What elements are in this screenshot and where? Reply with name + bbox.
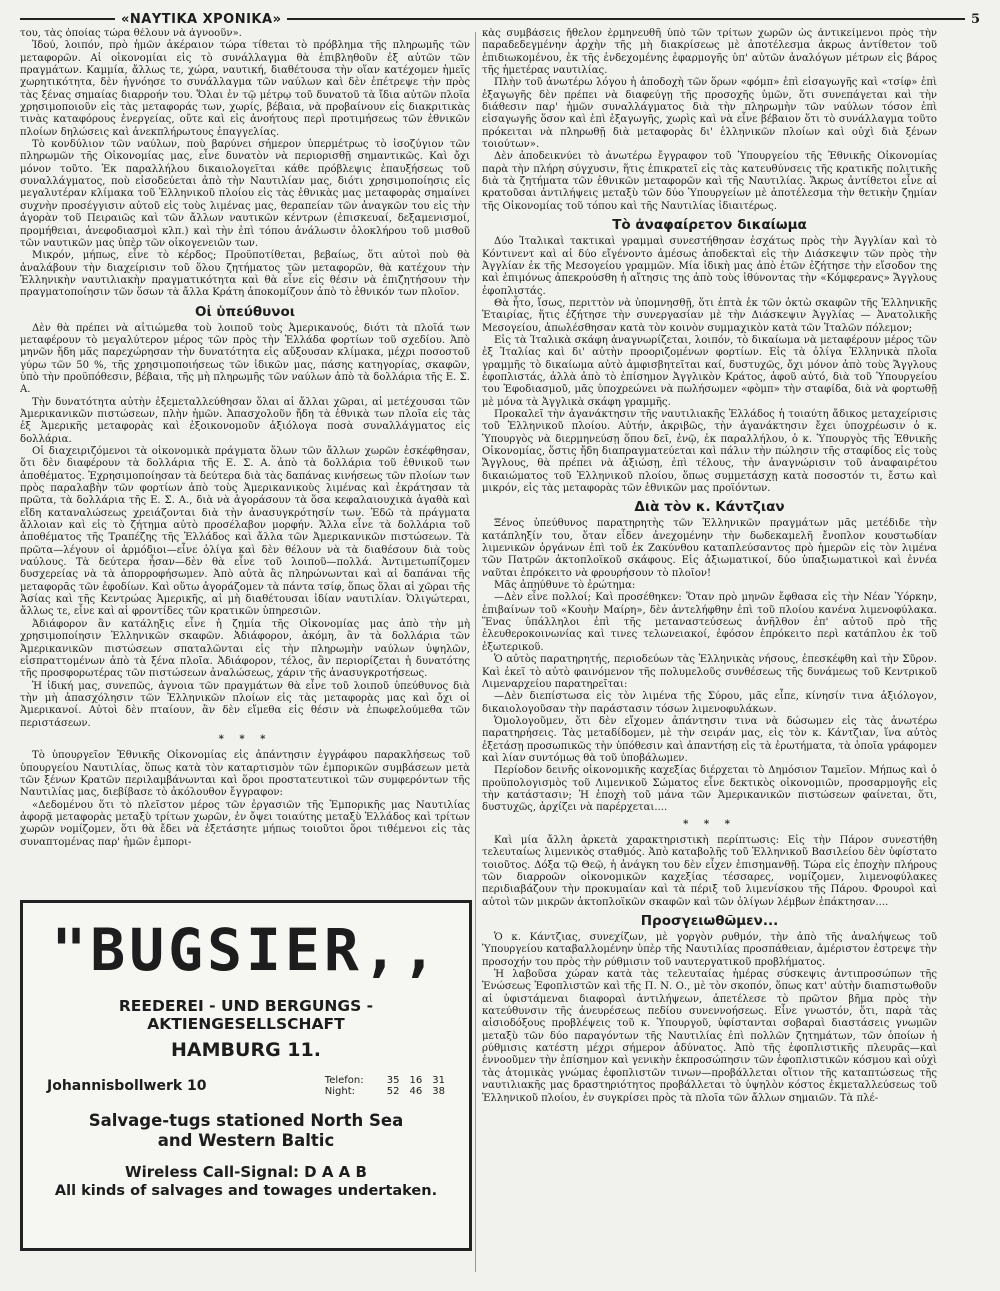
ad-night-number: 52 xyxy=(386,1086,400,1097)
paragraph: Ἡ λαβοῦσα χώραν κατὰ τὰς τελευταίας ἡμέρας σύσκεψις ἀντιπροσώπων τῆς Ἑνώσεως Ἐφοπλιστῶν καὶ τῆς Π. Ν. Ο., μὲ τὸν σκοπόν, ὅπως κατ' αὐτὴν διαπιστωθοῦν αἱ ὑφιστάμεναι διαφοραὶ ἀντιλήψεων, ἀπετέλεσε τὸ πρῶτον βῆμα πρὸς τὴν κατεύθυνσιν τῆς ἀνευρέσεως πεδίου συνεννοήσεως. Εἶνε γνωστόν, ὅτι, παρὰ τὰς αἰσιοδόξους προβλέψεις τοῦ κ. Ὑπουργοῦ, ὑφίστανται σοβαραὶ διαστάσεις γνωμῶν μεταξὺ τῶν δύο παραγόντων τῆς Ναυτιλίας ἐπὶ πολλῶν ζητημάτων, τῶν ὁποίων ἡ ρύθμισις κατέστη μέχρι σήμερον ἀδύνατος. Ἀπὸ τῆς ἐφοπλιστικῆς πλευρᾶς—καὶ ἐννοοῦμεν τὴν ἐπίσημον καὶ γενικὴν ἐκπροσώπησιν τῶν ἐφοπλιστικῶν κόσμου καὶ οὐχὶ τὰς ἀτομικὰς γνώμας ἐφοπλιστῶν τινων—προβάλλεται οἵτιον τῆς καταπτώσεως τῆς ναυτιλιακῆς μας δραστηριότητος προβάλλεται τὸ ὑψηλὸν κόστος ἐκμεταλλεύσεως τοῦ Ἑλληνικοῦ πλοίου, ἐν συγκρίσει πρὸς τὰ πλοῖα τῶν ἄλλων σημαιῶν. Τὰ πλέ- xyxy=(482,969,937,1104)
column-separator xyxy=(475,32,476,1272)
ad-wireless: Wireless Call-Signal: D A A B xyxy=(125,1163,367,1181)
right-column xyxy=(482,28,937,1278)
ad-contact-row xyxy=(47,1075,445,1097)
paragraph: Ὁμολογοῦμεν, ὅτι δὲν εἴχομεν ἀπάντησιν τινα νὰ δώσωμεν εἰς τὰς ἀνωτέρω παρατηρήσεις. Τὰς μεταδίδομεν, μὲ τὴν σειράν μας, εἰς τὸν κ. Κάντζιαν, ἵνα αὐτὸς ἐξετάσῃ προσωπικῶς τὴν ὑπόθεσιν καὶ ἀπαντήσῃ εἰς τὰ ἐρωτήματα, τὰ ὁποῖα γράφομεν καὶ λίαν συντόμως θὰ τοῦ ὑποβάλωμεν. xyxy=(482,715,937,764)
paragraph: Προκαλεῖ τὴν ἀγανάκτησιν τῆς ναυτιλιακῆς Ἑλλάδος ἡ τοιαύτη ἄδικος μεταχείρισις τοῦ Ἑλληνικοῦ πλοίου. Αὐτήν, ἀκριβῶς, τὴν ἀγανάκτησιν ἔχει ὑποχρέωσιν ὁ κ. Ὑπουργὸς νὰ διερμηνεύσῃ ὅπου δεῖ, ἐνῷ, ἐκ παραλλήλου, ὁ κ. Ὑπουργὸς τῆς Ἐθνικῆς Οἰκονομίας, ὅστις ἤδη διαπραγματεύεται καὶ πάλιν τὴν πώλησιν τῆς σταφίδος εἰς τοὺς Ἄγγλους, θὰ πρέπει νὰ ἀξιώσῃ, ἐπὶ τέλους, τὴν ἀναγνώρισιν τοῦ ἀναφαιρέτου δικαιώματος τοῦ Ἑλληνικοῦ πλοίου, ὅπως συμμετάσχῃ κατὰ ποσοστόν τι, ἔστω καὶ μικρόν, εἰς τὰς μεταφορὰς τῶν ἐθνικῶν μας προϊόντων. xyxy=(482,408,937,495)
ad-telefon-row xyxy=(325,1075,445,1086)
ad-address: Johannisbollwerk 10 xyxy=(47,1078,207,1094)
paragraph: Θὰ ἦτο, ἴσως, περιττὸν νὰ ὑπομνησθῇ, ὅτι ἑπτὰ ἐκ τῶν ὀκτὼ σκαφῶν τῆς Ἑλληνικῆς Ἑταιρίας, ἥτις ἐζήτησε τὴν συνεργασίαν μὲ τὴν Διάσκεψιν Ἀγγλίας — Ἀνατολικῆς Μεσογείου, ἀπωλέσθησαν κατὰ τὸν κοινὸν συμμαχικὸν κατὰ τῶν Ἰταλῶν πόλεμον; xyxy=(482,297,937,334)
paragraph: Περίοδον δεινῆς οἰκονομικῆς καχεξίας διέρχεται τὸ Δημόσιον Ταμεῖον. Μήπως καὶ ὁ προϋπολογισμὸς τοῦ Λιμενικοῦ Σώματος εἶνε δεκτικὸς οἰκονομιῶν, προσαρμογῆς εἰς τὴν κατάστασιν; Ἡ ἐποχὴ τοῦ μάνα τῶν Ἀμερικανικῶν πιστώσεων φαίνεται, ὅτι, δυστυχῶς, ἀρχίζει νὰ παρέρχεται.... xyxy=(482,765,937,814)
newspaper-title: «ΝΑΥΤΙΚΑ ΧΡΟΝΙΚΑ» xyxy=(121,11,282,27)
paragraph: Ξένος ὑπεύθυνος παρατηρητὴς τῶν Ἑλληνικῶν πραγμάτων μᾶς μετέδιδε τὴν κατάπληξίν του, ὅταν εἶδεν ἀνεχομένην τὴν δωδεκαμελῆ ἔνοπλον κουστωδίαν λιμενικῶν ὀργάνων ἐπὶ τοῦ ἐκ Ζακύνθου καταπλεύσαντος πρὸ ἡμερῶν εἰς τὸν λιμένα τῶν Πατρῶν ἀκτοπλοϊκοῦ σκάφους. Εἰς ἀξιωματικοί, δύο ὑπαξιωματικοὶ καὶ ἐννέα ναῦται ἐπρόκειτο νὰ φρουρήσουν τὸ πλοῖον! xyxy=(482,518,937,579)
ad-salvage-line: Salvage-tugs stationed North Sea xyxy=(88,1111,404,1130)
ad-night-number: 46 xyxy=(409,1086,423,1097)
paragraph: Δύο Ἰταλικαὶ τακτικαὶ γραμμαὶ συνεστήθησαν ἐσχάτως πρὸς τὴν Ἀγγλίαν καὶ τὸ Κόντινεντ καὶ αἱ δύο εἴγένοντο ἀμέσως ἀποδεκταὶ εἰς τὴν Διάσκεψιν τῶν πρὸς τὴν Ἀγγλίαν ἐκ τῆς Μεσογείου γραμμῶν. Μία ἰδικὴ μας ἀπὸ ἐτῶν ἐζήτησε τὴν εἴσοδον της καὶ ἐπιμόνως ἀπεκρούσθη ἡ αἴτησις της ἀπὸ τοὺς ἰθύνοντας τὴν «Κόμφερανς» Ἄγγλους ἐφοπλιστάς. xyxy=(482,236,937,297)
bugsier-advertisement xyxy=(20,900,472,1251)
paragraph: του, τὰς ὁποίας τώρα θέλουν νὰ ἀγνοοῦν». xyxy=(20,28,242,39)
section-heading: Τὸ ἀναφαίρετον δικαίωμα xyxy=(612,217,807,234)
paragraph: Ἡ ἰδική μας, συνεπῶς, ἀγνοια τῶν πραγμάτων θὰ εἶνε τοῦ λοιποῦ ὑπεύθυνος διὰ τὴν μὴ ἀπασχόλησιν τῶν Ἑλληνικῶν πλοίων εἰς τὰς μεταφορὰς μας καὶ ὄχι οἱ Ἀμερικανοί. Αὐτοὶ δὲν πταίουν, ἂν δὲν εἴμεθα εἰς θέσιν νὰ ἐπωφελούμεθα τῶν περιστάσεων. xyxy=(20,680,470,729)
paragraph: Δὲν θὰ πρέπει νὰ αἰτιώμεθα τοὺ λοιποῦ τοὺς Ἀμερικανούς, διότι τὰ πλοῖά των μεταφέρουν τὸ μεγαλύτερον μέρος τῶν πρὸς τὴν Ἑλλάδα φορτίων τοῦ σχεδίου. Ἀπὸ μηνῶν ἤδη μᾶς παρεχώρησαν τὴν δυνατότητα εἰς αὔξουσαν κλίμακα, μέχρι ποσοστοῦ γύρω τῶν 50 %, τῆς χρησιμοποιήσεως τῶν ἰδικῶν μας, πάσης κατηγορίας, σκαφῶν, ὑπὸ τὴν προϋπόθεσιν, βέβαια, τῆς μὴ πληρωμῆς τῶν ναύλων ἀπὸ τὰ δολλάρια τῆς Ε. Σ. Α. xyxy=(20,322,470,396)
section-heading: Διὰ τὸν κ. Κάντζιαν xyxy=(634,499,785,516)
ad-telefon-label: Telefon: xyxy=(324,1075,364,1086)
paragraph: Μᾶς ἀπηύθυνε τὸ ἐρώτημα: xyxy=(494,580,636,592)
paragraph: Τὴν δυνατότητα αὐτὴν ἐξεμεταλλεύθησαν ὅλαι αἱ ἄλλαι χῶραι, αἱ μετέχουσαι τῶν Ἀμερικανικῶν πιστώσεων, πλὴν ἡμῶν. Ἀπασχολοῦν ἤδη τὰ ἐθνικὰ των πλοῖα εἰς τὰς ἐξ Ἀμερικῆς μεταφορὰς καὶ ἐξοικονομοῦν ἀξιόλογα ποσὰ συναλλάγματος εἰς δολλάρια. xyxy=(20,396,470,445)
ad-night-number: 38 xyxy=(432,1086,445,1097)
section-divider: * * * xyxy=(218,733,272,745)
page-header xyxy=(20,8,980,30)
ad-night-label: Night: xyxy=(324,1086,356,1097)
paragraph: Ἀδιάφορον ἂν κατάληξις εἶνε ἡ ζημία τῆς Οἰκονομίας μας ἀπὸ τὴν μὴ χρησιμοποίησιν Ἑλληνικῶν σκαφῶν. Ἀδιάφορον, ἀκόμη, ἂν τὰ δολλάρια τῶν Ἀμερικανικῶν πιστώσεων σπαταλῶνται εἰς τὴν πληρωμὴν ναύλων ὑψηλῶν, εἰσπραττομένων ἀπὸ τὰ ξένα πλοῖα. Ἀδιάφορον, τέλος, ἂν περιορίζεται ἡ δυνατότης τῆς προσφορωτέρας τῶν πιστώσεων ἀναλώσεως, χάριν τῆς ἀνασυγκροτήσεως. xyxy=(20,618,470,680)
ad-salvage-line: and Western Baltic xyxy=(157,1131,335,1150)
ad-night-row xyxy=(325,1086,445,1097)
paragraph: Οἱ διαχειριζόμενοι τὰ οἰκονομικὰ πράγματα ὅλων τῶν ἄλλων χωρῶν ἐσκέφθησαν, ὅτι δὲν διαφέρουν τὰ δολλάρια τῆς Ε. Σ. Α. ἀπὸ τὰ δολλάρια τοῦ ἐθνικοῦ των ἀποθέματος. Ἐχρησιμοποίησαν τὰ δεύτερα διὰ τὰς δαπάνας κινήσεως τῶν πλοίων των πρὸς παραλαβὴν τῶν φορτίων ἀπὸ τοὺς Ἀμερικανικοὺς λιμένας καὶ ἐκράτησαν τὰ πρῶτα, τὰ δολλάρια τῆς Ε. Σ. Α., διὰ νὰ ἀγοράσουν τὰ ὅσα κεφαλαιουχικὰ ἀγαθὰ καὶ εἴδη καταναλώσεως χρειάζονται διὰ τὴν ἀνασυγκρότησίν των. Ἐδῶ τὰ πράγματα ἄλλοιαν καὶ εἰς τὸ ζήτημα αὐτὸ προσέλαβον μορφήν. Ἄλλα εἶνε τὰ δολλάρια τοῦ ἀποθέματος τῆς Τραπέζης τῆς Ἑλλάδος καὶ ἄλλα τῶν Ἀμερικανικῶν πιστώσεων. Τὰ πρῶτα—λέγουν οἱ ἁρμόδιοι—εἶνε ὀλίγα καὶ δὲν θέλουν νὰ τὰ διαθέσουν διὰ τοὺς ναύλους. Τὰ δεύτερα ἦσαν—δὲν θὰ εἶνε τοῦ λοιποῦ—πολλά. Ἀντιμετωπίζομεν δυσχερείας νὰ τὰ ἀπορροφήσωμεν. Ἀπὸ αὐτὰ ἂς πληρώνωνται καὶ αἱ δαπάναι τῆς μεταφορᾶς τῶν ἐφοδίων. Καὶ οὕτω ἀγοράζομεν τὰ πάντα τσίφ, ὅπως ὅλαι αἱ χῶραι τῆς Ἀσίας καὶ τῆς Κεντρώας Ἀμερικῆς, αἱ μὴ διαθέτουσαι ἰδίαν ναυτιλίαν. Ὀλιγώτεραι, ἄλλως τε, εἶνε καὶ αἱ φροντίδες τῶν κρατικῶν ὑπηρεσιῶν. xyxy=(20,446,470,618)
paragraph: «Δεδομένου ὅτι τὸ πλεῖστον μέρος τῶν ἐργασιῶν τῆς Ἐμπορικῆς μας Ναυτιλίας ἀφορᾷ μεταφορὰς μεταξὺ τρίτων χωρῶν, ἐν ὄψει τοιαύτης μεταξὺ Ἑλλάδος καὶ τρίτων χωρῶν νομίζομεν, ὅτι θὰ ἔδει νὰ ἐξετάσητε μήπως τοιοῦτοι ὅροι τιθέμενοι εἰς τὰς συναπτομένας παρ' ἡμῶν ἐμπορι- xyxy=(20,799,470,848)
ad-telefon-number: 31 xyxy=(432,1075,445,1086)
section-divider: * * * xyxy=(683,818,736,830)
paragraph: Ὁ αὐτὸς παρατηρητής, περιοδεύων τὰς Ἑλληνικὰς νήσους, ἐπεσκέφθη καὶ τὴν Σῦρον. Καὶ ἐκεῖ τὸ αὐτὸ φαινόμενον τῆς πολυμελοῦς συνθέσεως τῆς δυνάμεως τοῦ Κεντρικοῦ Λιμεναρχείου παρατηρεῖται: xyxy=(482,654,937,690)
ad-phones xyxy=(325,1075,445,1097)
paragraph: Τὸ κονδύλιον τῶν ναύλων, ποὺ βαρύνει σήμερον ὑπερμέτρως τὸ ἰσοζύγιον τῶν πληρωμῶν τῆς Οἰκονομίας μας, εἶνε δυνατὸν νὰ περιορισθῇ σημαντικῶς. Καὶ ὄχι μόνον τοῦτο. Ἐκ παραλλήλου δικαιολογεῖται κάθε πρόβλεψις ἐπαυξήσεως τοῦ συναλλάγματος, ποὺ εἰσοδεύεται ἀπὸ τὴν Ναυτιλίαν μας, διότι χρησιμοποίησις εἰς μεγαλυτέραν κλίμακα τοῦ Ἑλληνικοῦ πλοίου εἰς τὰς ἐθνικὰς μας μεταφορὰς σημαίνει συχνὴν προσέγγισιν αὐτοῦ εἰς τοὺς λιμένας μας, θεραπείαν τῶν ἀναγκῶν του εἰς τὴν ἀγορὰν τοῦ Πειραιῶς καὶ τῶν ἄλλων ναυτικῶν κέντρων (ἐπισκευαί, δεξαμενισμοί, προμήθειαι, ἀνεφοδιασμοὶ κλπ.) καὶ τὴν ἐπὶ τόπου ἀνάλωσιν ὁλοκλήρου τοῦ μισθοῦ τῶν ναυτικῶν μας ὑπὲρ τῶν οἰκογενειῶν των. xyxy=(20,139,470,249)
paragraph: Πλὴν τοῦ ἀνωτέρω λόγου ἡ ἀποδοχὴ τῶν ὅρων «φόμπ» ἐπὶ εἰσαγωγῆς καὶ «τσίφ» ἐπὶ ἐξαγωγῆς δὲν πρέπει νὰ διαφεύγῃ τῆς προσοχῆς ὑμῶν, ὅτι συνεπάγεται καὶ τὴν διάθεσιν παρ' ἡμῶν συναλλάγματος διὰ τὴν πληρωμὴν τῶν ναύλων τόσον ἐπὶ εἰσαγωγῆς ὅσον καὶ ἐπὶ ἐξαγωγῆς, χωρὶς καὶ νὰ εἶνε βέβαιον ὅτι τὸ συνάλλαγμα τοῦτο πρόκειται νὰ πληρωθῇ διὰ μεταφορὰς δι' ἑλληνικῶν πλοίων καὶ οὐχὶ διὰ ξένων τοιούτων». xyxy=(482,77,937,151)
paragraph: Δὲν ἀποδεικνύει τὸ ἀνωτέρω ἔγγραφον τοῦ Ὑπουργείου τῆς Ἐθνικῆς Οἰκονομίας παρὰ τὴν πλήρη σύγχυσιν, ἥτις ἐπικρατεῖ εἰς τὰς κατευθύνσεις τῆς κρατικῆς πολιτικῆς διὰ τὰ ζητήματα τῶν ἐθνικῶν μεταφορῶν καὶ τῆς Ναυτιλίας. Ἄκρως ἀντίθετοι εἶνε αἱ κρατοῦσαι ἀντιλήψεις μεταξὺ τῶν δύο Ὑπουργείων μὲ ἀποτέλεσμα τὴν θετικὴν ζημίαν τῆς Οἰκονομίας τοῦ τόπου καὶ τῆς Ναυτιλίας ἰδιαιτέρως. xyxy=(482,151,937,212)
section-heading: Οἱ ὑπεύθυνοι xyxy=(195,303,295,320)
ad-brand: "BUGSIER,, xyxy=(51,916,441,984)
header-rule-right xyxy=(287,18,964,20)
paragraph: Καὶ μία ἄλλη ἀρκετὰ χαρακτηριστικὴ περίπτωσις: Εἰς τὴν Πάρον συνεστήθη τελευταίως λιμενικὸς σταθμός. Ἀπὸ καταβολῆς τοῦ Ἑλληνικοῦ Βασιλείου δὲν ὑφίστατο τοιοῦτος. Δόξα τῷ Θεῷ, ἡ ἀνάγκη του δὲν εἶχεν ἐπισημανθῇ. Τώρα εἰς ἐποχὴν πλήρους τῶν διαρροῶν οἰκονομικῶν καχεξίας τέσσαρες, νομίζομεν, λιμενοφύλακες περιδιαβάζουν τὴν προκυμαίαν καὶ τὰ πέριξ τοῦ λιμενίσκου τῆς Πάρου. Φρουροὶ καὶ αὐτοὶ τῶν μικρῶν ἀκτοπλοϊκῶν σκαφῶν καὶ τῶν ὀλίγων λέμβων ἐπάκτησαν.... xyxy=(482,834,937,908)
paragraph: Τὸ ὑπουργεῖον Ἐθνικῆς Οἰκονομίας εἰς ἀπάντησιν ἐγγράφου παρακλήσεως τοῦ ὑπουργείου Ναυτιλίας, ὅπως κατὰ τὸν καταρτισμὸν τῶν ἐμπορικῶν συμβάσεων μετὰ τῶν ξένων Κρατῶν περιλαμβάνωνται καὶ ὅροι προστατευτικοὶ τῶν συμφερόντων τῆς Ναυτιλίας μας, διεβίβασε τὸ ἀκόλουθον ἔγγραφον: xyxy=(20,750,470,799)
paragraph: —Δὲν εἶνε πολλοί; Καὶ προσέθηκεν: Ὅταν πρὸ μηνῶν ἔφθασα εἰς τὴν Νέαν Ὑόρκην, ἐπιβαίνων τοῦ «Κουὴν Μαίρη», δὲν ἀντελήφθην ἐπὶ τοῦ πλοίου κανένα λιμενοφύλακα. Ἕνας ὑπάλληλοι ἐπὶ τῆς μεταναστεύσεως ἀνῆλθον ἐπ' αὐτοῦ πρὸ τῆς ἐλευθεροκοινωνίας καὶ τινες τελωνειακοί, ἐφόσον ἐπρόκειτο περὶ κατάπλου ἐκ τοῦ ἐξωτερικοῦ. xyxy=(482,592,937,653)
header-rule-left xyxy=(20,18,115,20)
ad-telefon-number: 16 xyxy=(409,1075,423,1086)
ad-city: HAMBURG 11. xyxy=(171,1039,321,1061)
paragraph: —Δὲν διεπίστωσα εἰς τὸν λιμένα τῆς Σύρου, μᾶς εἶπε, κίνησίν τινα ἀξιόλογον, δικαιολογοῦσαν τὴν παράστασιν τόσων λιμενοφυλάκων. xyxy=(482,691,937,715)
ad-telefon-number: 35 xyxy=(386,1075,400,1086)
paragraph: Μικρόν, μήπως, εἶνε τὸ κέρδος; Προϋποτίθεται, βεβαίως, ὅτι αὐτοὶ ποὺ θὰ ἀναλάβουν τὴν διαχείρισιν τοῦ ὅλου ζητήματος τῶν μεταφορῶν, θὰ κατέχουν τὴν Ἑλληνικὴν ναυτιλιακὴν πραγματικότητα καὶ θὰ εἶνε εἰς θέσιν νὰ ἐπιζητήσουν τὴν πραγματοποίησιν τῶν ὅσων τὰ ἄλλα Κράτη ἀποκομίζουν ἀπὸ τὸ ἐθνικόν των πλοῖον. xyxy=(20,250,470,299)
paragraph: κὰς συμβάσεις ἤθελον ἑρμηνευθῆ ὑπὸ τῶν τρίτων χωρῶν ὡς ἀντικείμενοι πρὸς τὴν παραδεδεγμένην ἀρχὴν τῆς μὴ διακρίσεως μὲ ἀποτέλεσμα ἀκρως ἀντίθετον τοῦ ἐπιδιωκομένου, ἐκ τῆς ἐνδεχομένης ἐφαρμογῆς ὑπ' αὐτῶν ἀναλόγων μέτρων εἰς βάρος τῆς ἡμετέρας ναυτιλίας. xyxy=(482,28,937,77)
ad-salvage-text xyxy=(23,1111,469,1151)
section-heading: Προσγειωθῶμεν... xyxy=(640,913,779,930)
paragraph: Ὁ κ. Κάντζιας, συνεχίζων, μὲ γοργὸν ρυθμόν, τὴν ἀπὸ τῆς ἀναλήψεως τοῦ Ὑπουργείου καταβαλλομένην ὑπὲρ τῆς Ναυτιλίας προσπάθειαν, ἀμέριστον ἐστρεψε τὴν προσοχήν του πρὸς τὴν ρύθμισιν τοῦ ναυτεργατικοῦ προβλήματος. xyxy=(482,932,937,968)
ad-services: All kinds of salvages and towages undertaken. xyxy=(54,1183,438,1199)
page-number: 5 xyxy=(970,11,980,27)
ad-company: REEDEREI - UND BERGUNGS - AKTIENGESELLSCHAFT xyxy=(118,997,374,1033)
paragraph: Εἰς τὰ Ἰταλικὰ σκάφη ἀναγνωρίζεται, λοιπόν, τὸ δικαίωμα νὰ μεταφέρουν μέρος τῶν ἐξ Ἰταλίας καὶ δι' αὐτὴν προοριζομένων φορτίων. Εἰς τὰ ὀλίγα Ἑλληνικὰ πλοῖα γραμμῆς τὸ δικαίωμα αὐτὸ ἀμφισβητεῖται καί, δυστυχῶς, ὄχι μόνον ἀπὸ τοὺς Ἄγγλους ἐφοπλιστάς, ἀλλὰ ἀπὸ τὸ ἐπίσημον Ἀγγλικὸν Κράτος, ἀφοῦ αὐτό, διὰ τοῦ Ὑπουργείου του Ἐφοδιασμοῦ, μᾶς ὑποχρεώνει νὰ πωλήσωμεν «φὸμπ» τὴν σταφίδα, διὰ νὰ φορτωθῇ μὲ μόνα τὰ Ἀγγλικὰ σκάφη γραμμῆς. xyxy=(482,334,937,408)
paragraph: Ἰδού, λοιπόν, πρὸ ἡμῶν ἀκέραιον τώρα τίθεται τὸ πρόβλημα τῆς πληρωμῆς τῶν μεταφορῶν. Αἱ οἰκονομίαι εἰς τὸ συνάλλαγμα θὰ ἐπιβληθοῦν ἐξ αὐτῶν τῶν πραγμάτων. Καμμία, ἄλλως τε, χώρα, ναυτική, διαθέτουσα τὴν οἵαν κατέχομεν ἡμεῖς χωρητικότητα, δὲν ἠγνόησε το συνάλλαγμα τῶν ναύλων καὶ δὲν ἐπέτρεψε τὴν πρὸς τὰς ξένας σημαίας διαρροήν του. Ὅλαι ἐν τῷ μέτρῳ τοῦ δυνατοῦ τὰ ἴδια αὐτῶν πλοῖα χρησιμοποιοῦν εἰς τὰς μεταφοράς των, χωρίς, βέβαια, νὰ προβαίνουν εἰς διακριτικὰς τινὰς καταφόρους ἐνεργείας, οὔτε καὶ εἰς ἀνοήτους περὶ προτιμήσεως τῶν ἐθνικῶν πλοίων δηλώσεις καὶ ἀνεκπλήρωτους ἐπαγγελίας. xyxy=(20,40,470,138)
